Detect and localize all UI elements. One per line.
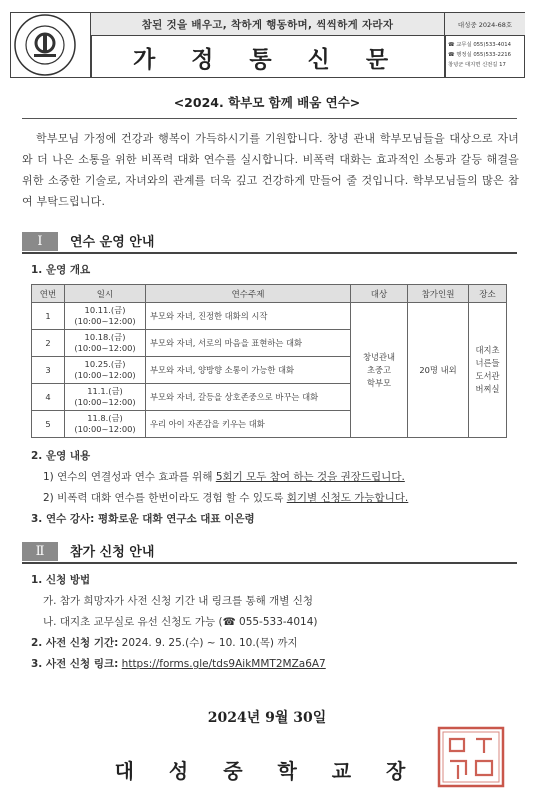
session-datetime	[65, 330, 146, 357]
office-phone: ☎ 교무실 055)533-4014	[448, 42, 511, 48]
school-logo	[12, 12, 78, 78]
school-address: 창녕군 대지면 신전길 17	[448, 62, 506, 68]
content-text: 2) 비폭력 대화 연수를 한번이라도 경험 할 수 있도록	[43, 492, 287, 504]
session-number: 2	[32, 330, 65, 357]
session-date: 11.1.(금)	[87, 386, 123, 396]
place-line: 너른들	[475, 358, 500, 368]
col-header: 연번	[32, 285, 65, 303]
table-row	[32, 303, 507, 330]
session-topic: 부모와 자녀, 서로의 마음을 표현하는 대화	[146, 330, 351, 357]
title-divider	[22, 118, 517, 119]
session-time: (10:00~12:00)	[74, 343, 136, 353]
application-period	[31, 635, 298, 650]
col-header: 일시	[65, 285, 146, 303]
place-line: 도서관	[475, 371, 500, 381]
subheading-instructor: 3. 연수 강사: 평화로운 대화 연구소 대표 이은령	[31, 513, 255, 525]
session-number: 1	[32, 303, 65, 330]
content-text: 1) 연수의 연결성과 연수 효과를 위해	[43, 471, 216, 483]
section-title: 참가 신청 안내	[70, 545, 155, 560]
issue-number: 대성중 2024-68호	[445, 13, 525, 36]
session-topic: 부모와 자녀, 갈등을 상호존중으로 바꾸는 대화	[146, 384, 351, 411]
target-line: 초중고	[366, 364, 392, 375]
session-time: (10:00~12:00)	[74, 424, 136, 434]
session-topic: 부모와 자녀, 진정한 대화의 시작	[146, 303, 351, 330]
session-datetime	[65, 411, 146, 438]
col-header: 연수주제	[146, 285, 351, 303]
admin-phone: ☎ 행정실 055)533-2216	[448, 52, 511, 58]
place-cell	[469, 303, 507, 438]
registration-link[interactable]: https://forms.gle/tds9AikMMT2MZa6A7	[121, 658, 326, 670]
session-number: 4	[32, 384, 65, 411]
application-link	[31, 656, 326, 671]
content-item-1	[43, 469, 405, 484]
section-2-heading	[22, 540, 517, 562]
method-item-1: 가. 참가 희망자가 사전 신청 기간 내 링크를 통해 개별 신청	[43, 595, 314, 607]
period-value: 2024. 9. 25.(수) ~ 10. 10.(목) 까지	[118, 637, 298, 649]
subheading-method: 1. 신청 방법	[31, 574, 91, 586]
subheading-content: 2. 운영 내용	[31, 450, 91, 462]
method-item-2: 나. 대지초 교무실로 유선 신청도 가능 (☎ 055-533-4014)	[43, 616, 318, 628]
session-date: 10.25.(금)	[84, 359, 126, 369]
newsletter-title: 가 정 통 신 문	[132, 45, 403, 73]
session-topic: 우리 아이 자존감을 키우는 대화	[146, 411, 351, 438]
section-rule	[22, 562, 517, 564]
place-line: 대지초	[475, 345, 500, 355]
target-line: 창녕관내	[362, 351, 396, 362]
intro-paragraph: 학부모님 가정에 건강과 행복이 가득하시기를 기원합니다. 창녕 관내 학부모님들을 대상으로 자녀와 더 나은 소통을 위한 비폭력 대화 연수를 실시합니다. 비폭력 대화는 효과적인 소통과 갈등 해결을 위한 소중한 기술로, 자녀와의 관계를 더욱 깊고 건강하게 만들어 줄 것입니다. 학부모님들의 많은 참여 부탁드립니다.	[22, 132, 519, 208]
article-title: <2024. 학부모 함께 배움 연수>	[173, 95, 361, 110]
contact-info	[448, 40, 524, 70]
link-label: 3. 사전 신청 링크:	[31, 658, 119, 670]
session-datetime	[65, 384, 146, 411]
session-date: 11.8.(금)	[87, 413, 123, 423]
col-header: 대상	[351, 285, 408, 303]
subheading-overview: 1. 운영 개요	[31, 264, 91, 276]
school-principal: 대 성 중 학 교 장	[114, 759, 420, 783]
session-datetime	[65, 303, 146, 330]
col-header: 장소	[469, 285, 507, 303]
section-title: 연수 운영 안내	[70, 235, 155, 250]
section-rule	[22, 252, 517, 254]
session-time: (10:00~12:00)	[74, 397, 136, 407]
target-line: 학부모	[366, 377, 392, 388]
participants-cell: 20명 내외	[408, 303, 469, 438]
col-header: 참가인원	[408, 285, 469, 303]
session-time: (10:00~12:00)	[74, 316, 136, 326]
session-topic: 부모와 자녀, 양방향 소통이 가능한 대화	[146, 357, 351, 384]
schedule-table	[31, 284, 507, 438]
content-emphasis: 5회기 모두 참여 하는 것을 권장드립니다.	[215, 471, 405, 483]
section-1-heading	[22, 230, 517, 252]
target-cell	[351, 303, 408, 438]
section-number: Ⅱ	[22, 542, 58, 561]
period-label: 2. 사전 신청 기간:	[31, 637, 119, 649]
content-emphasis: 회기별 신청도 가능합니다.	[286, 492, 409, 504]
school-motto: 참된 것을 배우고, 착하게 행동하며, 씩씩하게 자라자	[91, 13, 444, 36]
session-date: 10.11.(금)	[84, 305, 126, 315]
section-number: Ⅰ	[22, 232, 58, 251]
session-time: (10:00~12:00)	[74, 370, 136, 380]
table-header-row	[32, 285, 507, 303]
place-line: 버찌실	[475, 384, 500, 394]
session-datetime	[65, 357, 146, 384]
issue-date: 2024년 9월 30일	[207, 710, 327, 726]
session-date: 10.18.(금)	[84, 332, 126, 342]
content-item-2	[43, 490, 408, 505]
session-number: 3	[32, 357, 65, 384]
session-number: 5	[32, 411, 65, 438]
